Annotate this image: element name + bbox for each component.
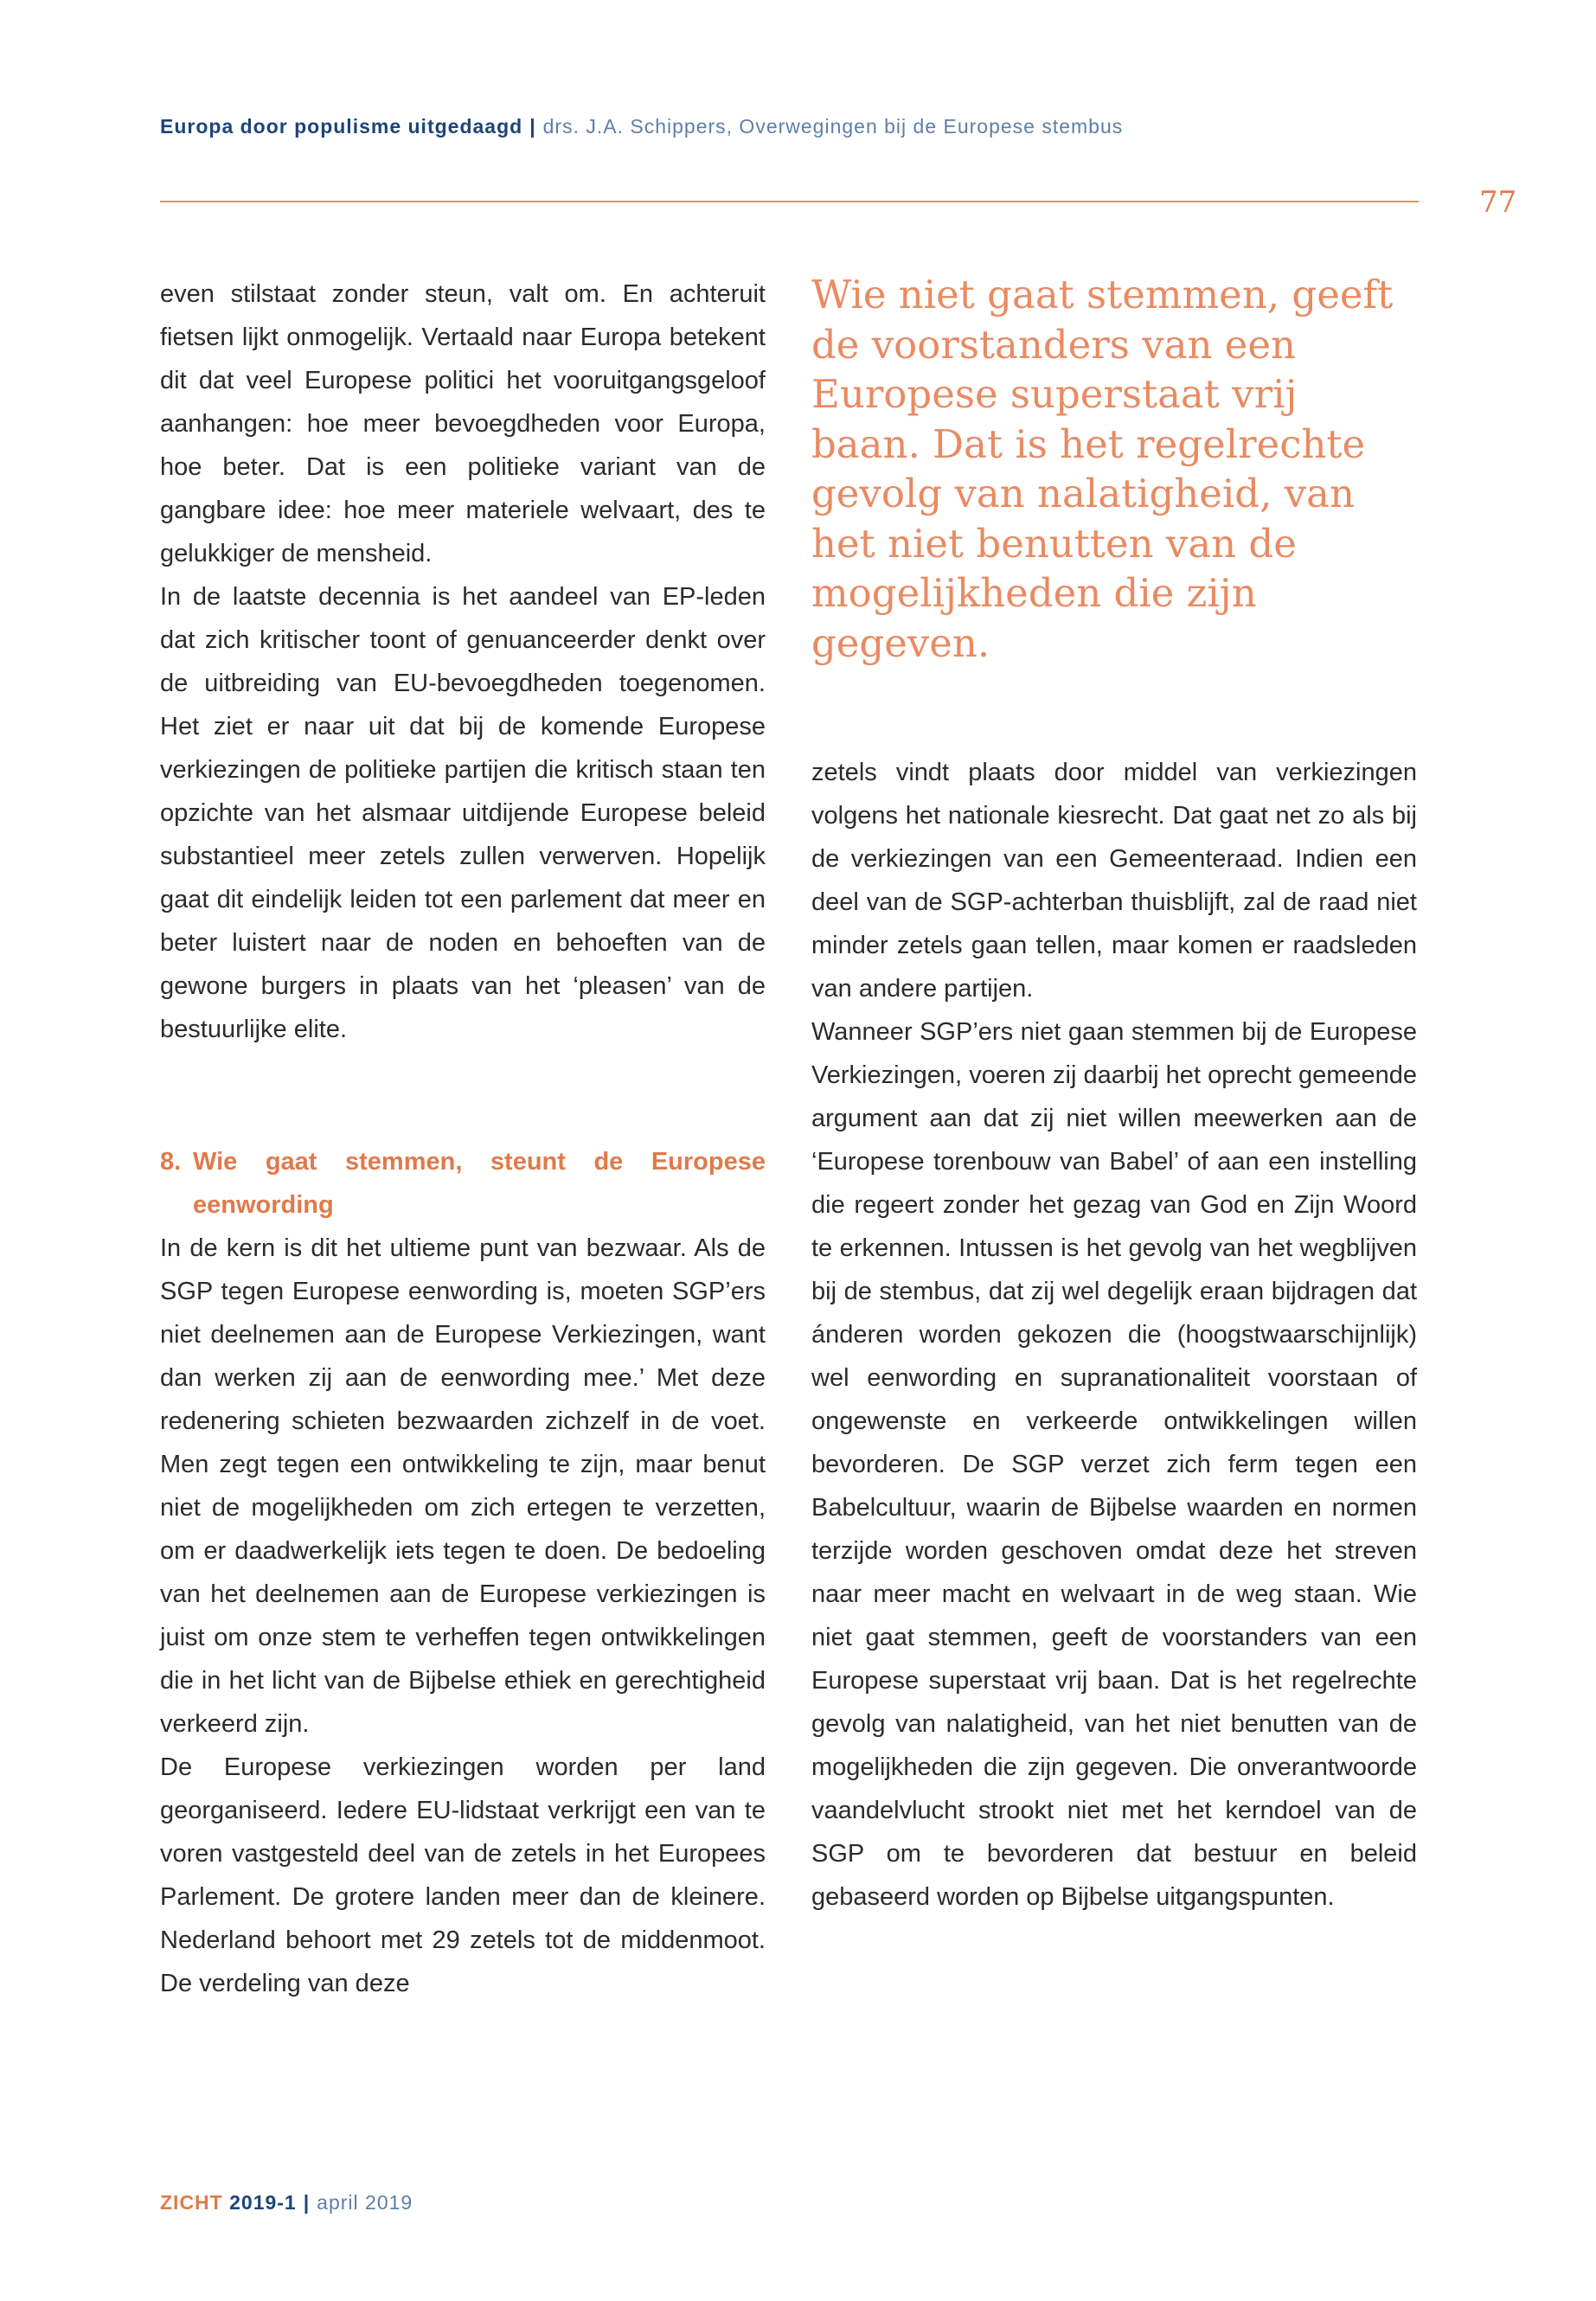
footer-date: april 2019 xyxy=(317,2191,413,2214)
footer-issue: 2019-1 xyxy=(229,2191,297,2214)
footer-separator: | xyxy=(303,2191,311,2214)
body-paragraph: even stilstaat zonder steun, valt om. En achteruit fietsen lijkt onmogelijk. Vertaald naar Europa betekent dit dat veel Europese politici het vooruitgangsgeloof aanhangen: hoe meer bevoegdheden voor Europa, hoe beter. Dat is een politieke variant van de gangbare idee: hoe meer materiele welvaart, des te gelukkiger de mensheid. xyxy=(160,280,766,567)
body-paragraph: Wanneer SGP’ers niet gaan stemmen bij de Europese Verkiezingen, voeren zij daarbij het oprecht gemeende argument aan dat zij niet willen meewerken aan de ‘Europese torenbouw van Babel’ of aan een instelling die regeert zonder het gezag van God en Zijn Woord te erkennen. Intussen is het gevolg van het wegblijven bij de stembus, dat zij wel degelijk eraan bijdragen dat ánderen worden gekozen die (hoogstwaarschijnlijk) wel eenwording en supranationaliteit voorstaan of ongewenste en verkeerde ontwikkelingen willen bevorderen. De SGP verzet zich ferm tegen een Babelcultuur, waarin de Bijbelse waarden en normen terzijde worden geschoven omdat deze het streven naar meer macht en welvaart in de weg staan. Wie niet gaat stemmen, geeft de voorstanders van een Europese superstaat vrij baan. Dat is het regelrechte gevolg van nalatigheid, van het niet benutten van de mogelijkheden die zijn gegeven. Die onverantwoorde vaandelvlucht strookt niet met het kerndoel van de SGP om te bevorderen dat bestuur en beleid gebaseerd worden op Bijbelse uitgangspunten. xyxy=(811,1018,1417,1911)
section-number: 8. xyxy=(160,1148,182,1176)
header-divider xyxy=(160,201,1419,202)
body-paragraph: In de laatste decennia is het aandeel van EP-leden dat zich kritischer toont of genuanceerder denkt over de uitbreiding van EU-bevoegdheden toegenomen. Het ziet er naar uit dat bij de komende Europese verkiezingen de politieke partijen die kritisch staan ten opzichte van het alsmaar uitdijende Europese beleid substantieel meer zetels zullen verwerven. Hopelijk gaat dit eindelijk leiden tot een parlement dat meer en beter luistert naar de noden en behoeften van de gewone burgers in plaats van het ‘pleasen’ van de bestuurlijke elite. xyxy=(160,583,766,1043)
pull-quote: Wie niet gaat stemmen, geeft de voorstanders van een Europese superstaat vrij baan. Dat is het regelrechte gevolg van nalatigheid, van het niet benutten van de mogelijkheden die zijn gegeven. xyxy=(811,272,1394,666)
section-heading xyxy=(160,1140,766,1227)
body-paragraph: De Europese verkiezingen worden per land georganiseerd. Iedere EU-lidstaat verkrijgt een van te voren vastgesteld deel van de zetels in het Europees Parlement. De grotere landen meer dan de kleinere. Nederland behoort met 29 zetels tot de middenmoot. De verdeling van deze xyxy=(160,1753,766,1997)
right-column xyxy=(811,751,1417,1919)
page-number: 77 xyxy=(1479,185,1517,220)
body-paragraph: In de kern is dit het ultieme punt van bezwaar. Als de SGP tegen Europese eenwording is, moeten SGP’ers niet deelnemen aan de Europese Verkiezingen, want dan werken zij aan de eenwording mee.’ Met deze redenering schieten bezwaarden zichzelf in de voet. Men zegt tegen een ontwikkeling te zijn, maar benut niet de mogelijkheden om zich ertegen te verzetten, om er daadwerkelijk iets tegen te doen. De bedoeling van het deelnemen aan de Europese verkiezingen is juist om onze stem te verheffen tegen ontwikkelingen die in het licht van de Bijbelse ethiek en gerechtigheid verkeerd zijn. xyxy=(160,1234,766,1738)
header-series-title: Europa door populisme uitgedaagd xyxy=(160,115,523,138)
header-article-subtitle: drs. J.A. Schippers, Overwegingen bij de Europese stembus xyxy=(542,115,1124,138)
header-separator: | xyxy=(529,115,536,138)
section-title: Wie gaat stemmen, steunt de Europese eenwording xyxy=(193,1148,766,1219)
running-footer xyxy=(160,2189,413,2216)
body-paragraph: zetels vindt plaats door middel van verkiezingen volgens het nationale kiesrecht. Dat gaat net zo als bij de verkiezingen van een Gemeenteraad. Indien een deel van de SGP-achterban thuisblijft, zal de raad niet minder zetels gaan tellen, maar komen er raadsleden van andere partijen. xyxy=(811,759,1417,1003)
running-header xyxy=(160,112,1414,140)
footer-magazine-name: ZICHT xyxy=(160,2191,223,2214)
left-column-bottom xyxy=(160,1227,766,2005)
left-column-top xyxy=(160,272,766,1051)
